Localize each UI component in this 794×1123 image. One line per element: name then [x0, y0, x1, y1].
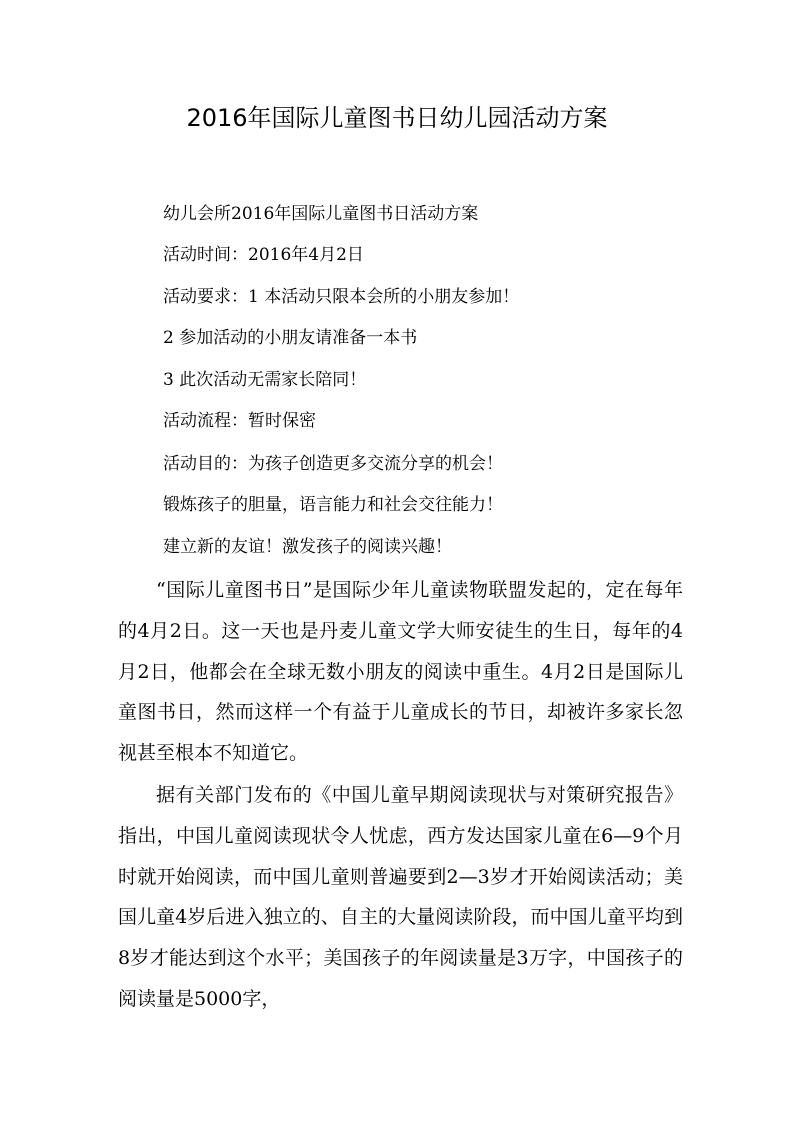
body-paragraph-book-day: “国际儿童图书日”是国际少年儿童读物联盟发起的，定在每年的4月2日。这一天也是丹麦儿童文学大师安徒生的生日，每年的4月2日，他都会在全球无数小朋友的阅读中重生。4月2日是国际儿童图书日，然而这样一个有益于儿童成长的节日，却被许多家长忽视甚至根本不知道它。	[118, 579, 683, 765]
activity-line-time: 活动时间：2016年4月2日	[163, 245, 364, 265]
activity-line-requirement-2: 2 参加活动的小朋友请准备一本书	[163, 328, 418, 348]
activity-line-purpose-3: 建立新的友谊！激发孩子的阅读兴趣！	[163, 537, 452, 557]
document-title: 2016年国际儿童图书日幼儿园活动方案	[186, 104, 608, 132]
activity-line-purpose: 活动目的：为孩子创造更多交流分享的机会！	[163, 454, 503, 474]
activity-line-organizer: 幼儿会所2016年国际儿童图书日活动方案	[163, 204, 479, 224]
activity-line-requirement-1: 活动要求：1 本活动只限本会所的小朋友参加！	[163, 287, 520, 307]
body-paragraph-reading-report: 据有关部门发布的《中国儿童早期阅读现状与对策研究报告》指出，中国儿童阅读现状令人忧虑，西方发达国家儿童在6—9个月时就开始阅读，而中国儿童则普遍要到2—3岁才开始阅读活动；美国儿童4岁后进入独立的、自主的大量阅读阶段，而中国儿童平均到8岁才能达到这个水平；美国孩子的年阅读量是3万字，中国孩子的阅读量是5000字，	[118, 784, 683, 1010]
activity-line-requirement-3: 3 此次活动无需家长陪同！	[163, 370, 367, 390]
activity-line-process: 活动流程：暂时保密	[163, 411, 316, 431]
activity-line-purpose-2: 锻炼孩子的胆量，语言能力和社会交往能力！	[163, 495, 503, 515]
